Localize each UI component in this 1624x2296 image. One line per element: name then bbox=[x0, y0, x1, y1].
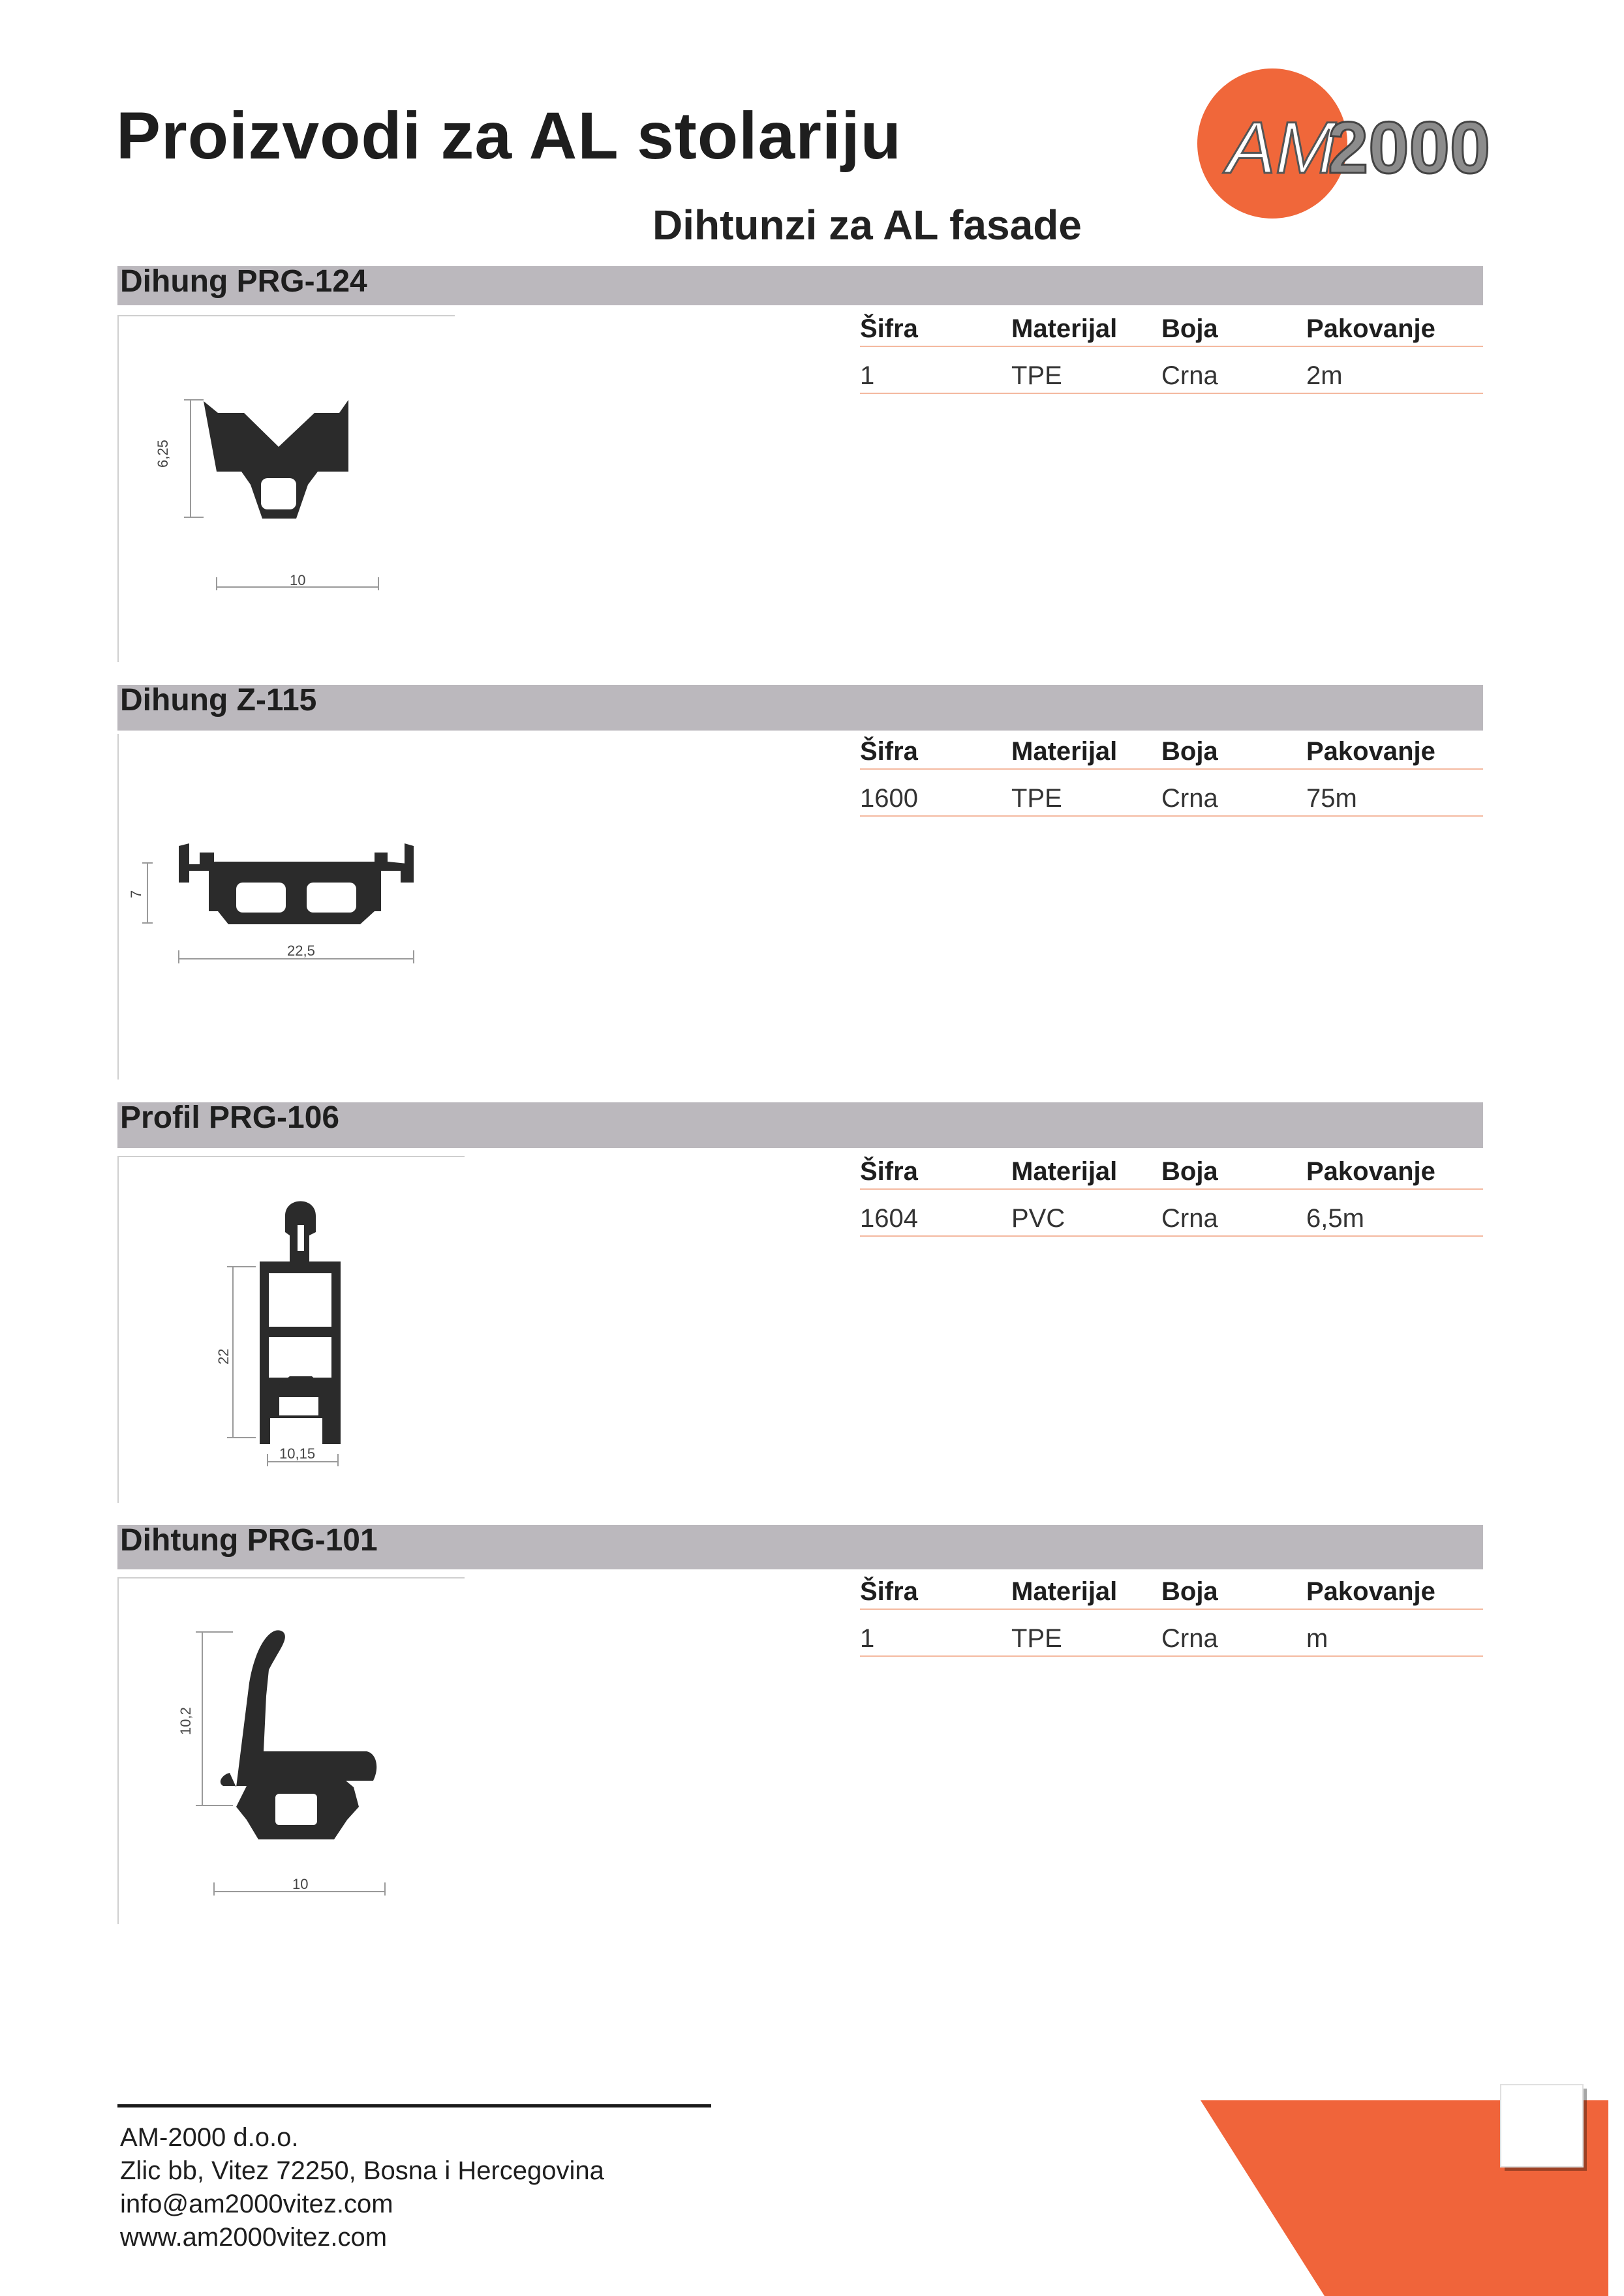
footer-email[interactable]: info@am2000vitez.com bbox=[120, 2190, 393, 2218]
section-bar-prg-106 bbox=[117, 1102, 1483, 1148]
header-materijal: Materijal bbox=[1011, 737, 1118, 766]
section-title: Dihung PRG-124 bbox=[120, 264, 367, 299]
footer-accent-graphic bbox=[1201, 2074, 1624, 2296]
section-bar-z-115 bbox=[117, 685, 1483, 731]
header-sifra: Šifra bbox=[860, 314, 918, 343]
header-boja: Boja bbox=[1161, 737, 1218, 766]
logo-2000-digits: 2000 bbox=[1328, 107, 1491, 189]
logo-am-letters: AM bbox=[1227, 107, 1336, 189]
section-bar-prg-101 bbox=[117, 1525, 1483, 1569]
cell-pakovanje: 6,5m bbox=[1306, 1204, 1364, 1233]
profile-drawing-prg-101 bbox=[119, 1578, 465, 1924]
spec-data-row bbox=[860, 354, 1483, 394]
channel-chamber-left bbox=[236, 883, 286, 913]
spec-header-row bbox=[860, 729, 1483, 770]
spec-data-row bbox=[860, 776, 1483, 817]
cell-sifra: 1 bbox=[860, 1624, 875, 1653]
cell-pakovanje: 75m bbox=[1306, 784, 1357, 813]
spec-table-z-115 bbox=[860, 729, 1483, 817]
section-bar-prg-124 bbox=[117, 266, 1483, 305]
profile-drawing-z-115 bbox=[119, 734, 455, 1080]
header-pakovanje: Pakovanje bbox=[1306, 1577, 1435, 1606]
header-materijal: Materijal bbox=[1011, 1577, 1118, 1606]
spec-table-prg-106 bbox=[860, 1149, 1483, 1237]
header-sifra: Šifra bbox=[860, 1157, 918, 1186]
dim-width-label: 10 bbox=[292, 1876, 309, 1892]
cell-sifra: 1604 bbox=[860, 1204, 918, 1233]
section-title: Dihtung PRG-101 bbox=[120, 1523, 378, 1558]
cell-materijal: TPE bbox=[1011, 361, 1062, 390]
cell-materijal: TPE bbox=[1011, 1624, 1062, 1653]
spec-header-row bbox=[860, 1569, 1483, 1610]
cell-boja: Crna bbox=[1161, 361, 1218, 390]
cell-boja: Crna bbox=[1161, 784, 1218, 813]
header-pakovanje: Pakovanje bbox=[1306, 737, 1435, 766]
cell-boja: Crna bbox=[1161, 1204, 1218, 1233]
cell-boja: Crna bbox=[1161, 1624, 1218, 1653]
dim-height-label: 7 bbox=[128, 890, 144, 898]
header-materijal: Materijal bbox=[1011, 1157, 1118, 1186]
section-title: Dihung Z-115 bbox=[120, 683, 317, 718]
profile-drawing-prg-106 bbox=[119, 1157, 465, 1503]
page-title: Proizvodi za AL stolariju bbox=[116, 98, 902, 173]
header-boja: Boja bbox=[1161, 1157, 1218, 1186]
spec-header-row bbox=[860, 307, 1483, 347]
cell-materijal: PVC bbox=[1011, 1204, 1065, 1233]
cell-pakovanje: m bbox=[1306, 1624, 1328, 1653]
cell-sifra: 1600 bbox=[860, 784, 918, 813]
spec-header-row bbox=[860, 1149, 1483, 1190]
spec-table-prg-124 bbox=[860, 307, 1483, 394]
spec-table-prg-101 bbox=[860, 1569, 1483, 1657]
footer-address: Zlic bb, Vitez 72250, Bosna i Hercegovina bbox=[120, 2156, 604, 2185]
seal-chamber bbox=[261, 478, 296, 509]
dim-width-label: 22,5 bbox=[287, 943, 315, 959]
profile-upper-chamber bbox=[269, 1273, 331, 1327]
page-subtitle: Dihtunzi za AL fasade bbox=[652, 202, 1082, 249]
header-sifra: Šifra bbox=[860, 737, 918, 766]
profile-middle-chamber bbox=[269, 1337, 331, 1378]
header-sifra: Šifra bbox=[860, 1577, 918, 1606]
cell-sifra: 1 bbox=[860, 361, 875, 390]
dim-height-label: 10,2 bbox=[177, 1707, 194, 1735]
header-pakovanje: Pakovanje bbox=[1306, 314, 1435, 343]
header-materijal: Materijal bbox=[1011, 314, 1118, 343]
seal-lip-chamber bbox=[275, 1794, 317, 1825]
spec-data-row bbox=[860, 1616, 1483, 1657]
profile-frame-prg-101 bbox=[117, 1577, 465, 1924]
spec-data-row bbox=[860, 1196, 1483, 1237]
profile-frame-prg-106 bbox=[117, 1156, 465, 1503]
channel-chamber-right bbox=[307, 883, 356, 913]
footer-website[interactable]: www.am2000vitez.com bbox=[120, 2223, 388, 2252]
header-boja: Boja bbox=[1161, 314, 1218, 343]
cell-materijal: TPE bbox=[1011, 784, 1062, 813]
footer-white-square bbox=[1501, 2085, 1583, 2167]
header-boja: Boja bbox=[1161, 1577, 1218, 1606]
profile-frame-prg-124 bbox=[117, 315, 455, 662]
profile-frame-z-115 bbox=[117, 734, 455, 1080]
header-pakovanje: Pakovanje bbox=[1306, 1157, 1435, 1186]
profile-drawing-prg-124 bbox=[119, 316, 455, 662]
section-title: Profil PRG-106 bbox=[120, 1100, 340, 1135]
footer-company: AM-2000 d.o.o. bbox=[120, 2123, 299, 2152]
dim-height-label: 6,25 bbox=[155, 440, 171, 468]
am2000-logo bbox=[1174, 65, 1540, 222]
cell-pakovanje: 2m bbox=[1306, 361, 1343, 390]
dim-width-label: 10 bbox=[290, 572, 306, 588]
footer-divider bbox=[117, 2104, 711, 2107]
channel-body-shape bbox=[179, 864, 414, 924]
dim-width-label: 10,15 bbox=[279, 1445, 316, 1462]
dim-height-label: 22 bbox=[215, 1348, 232, 1365]
